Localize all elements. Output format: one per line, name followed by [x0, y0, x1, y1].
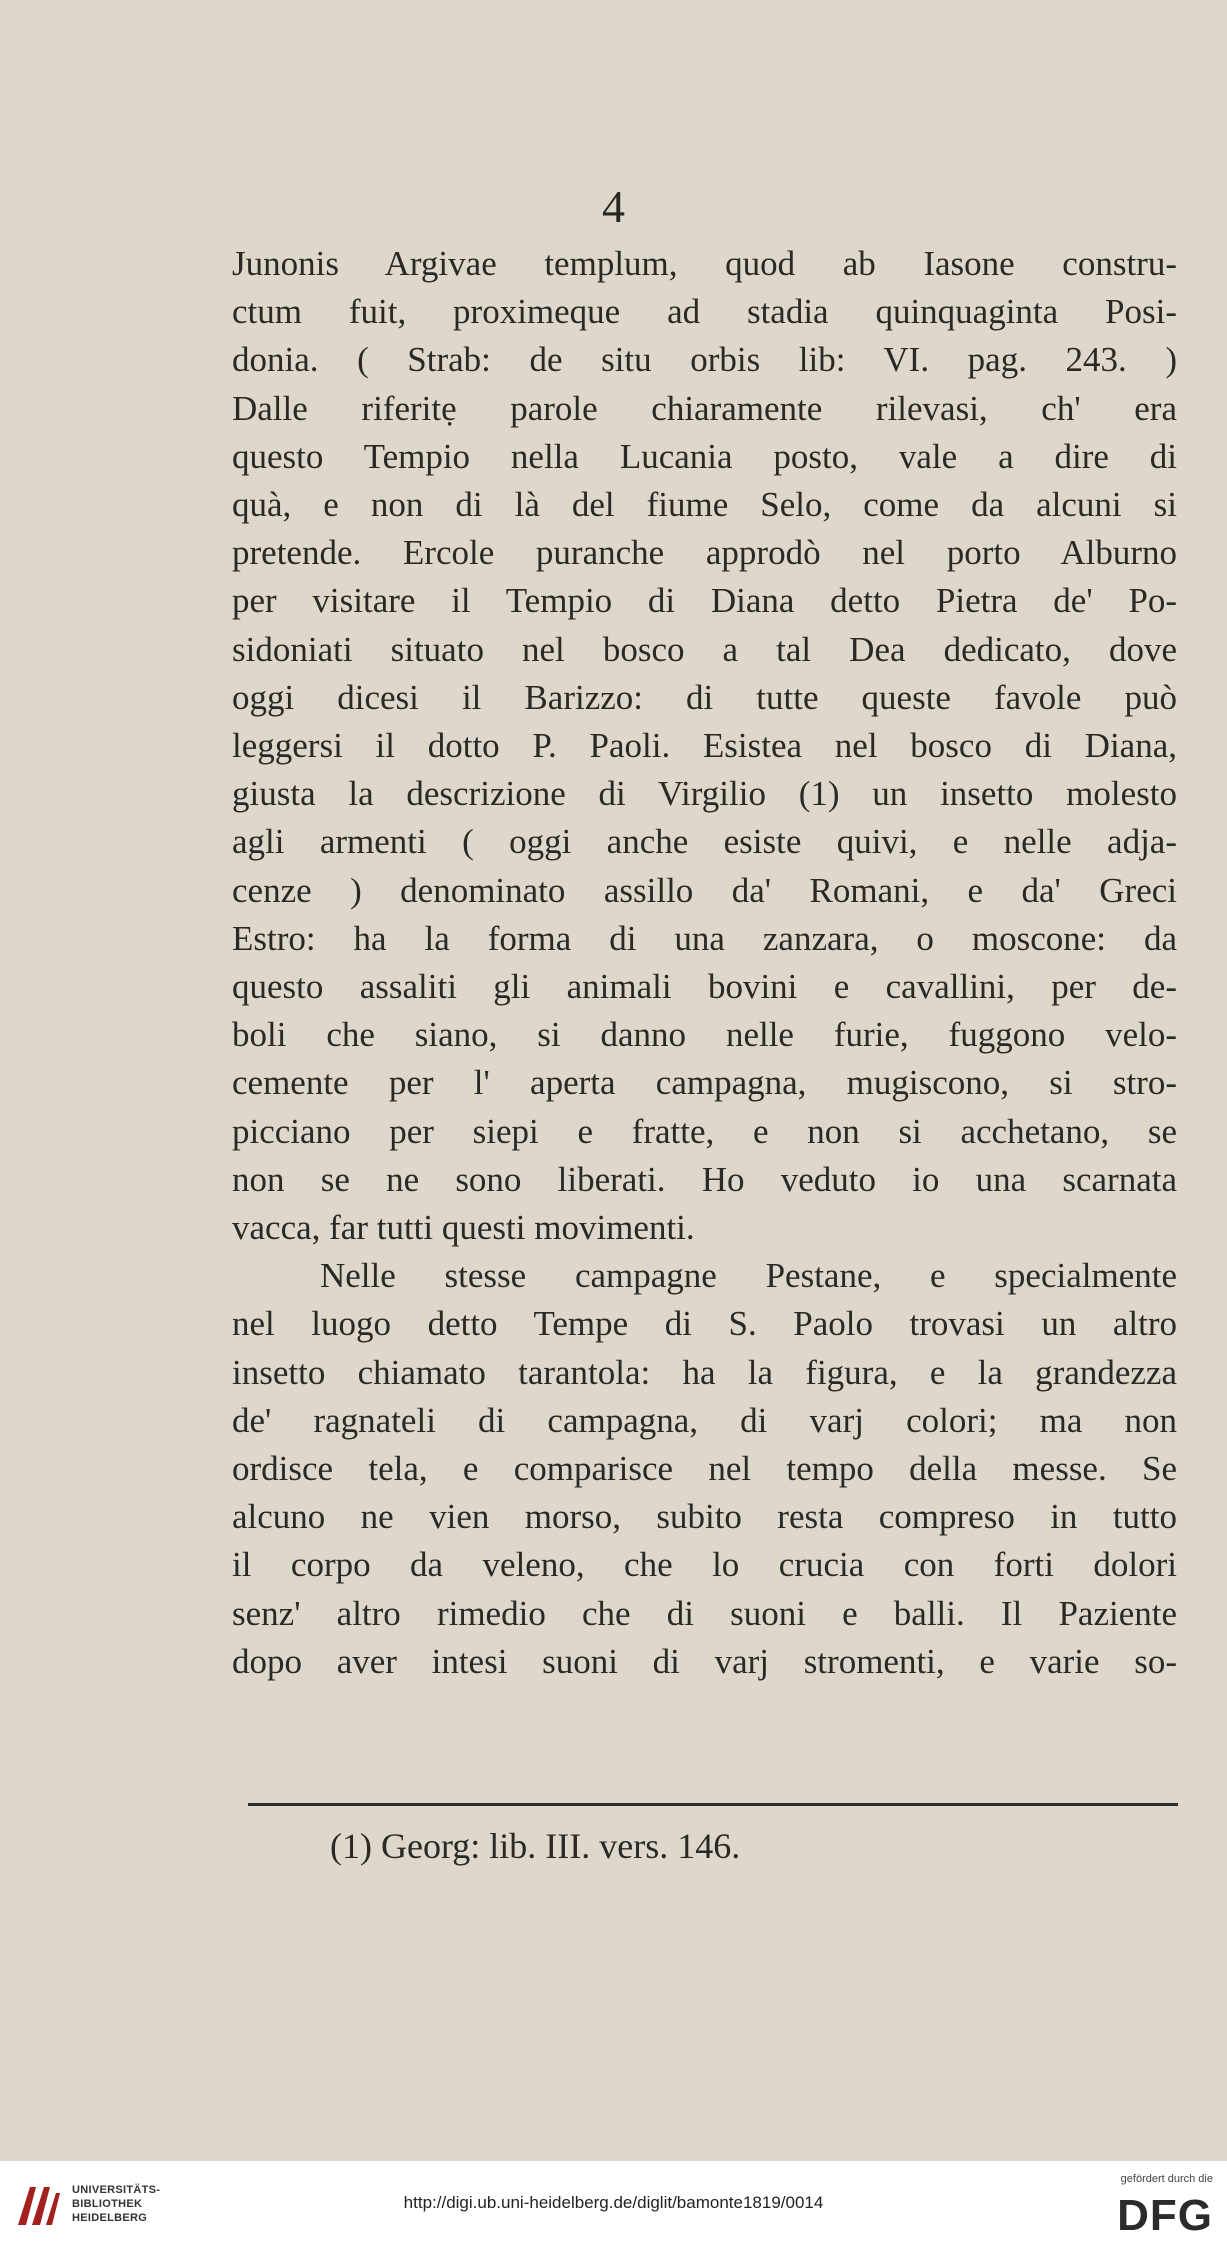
text-line: agli armenti ( oggi anche esiste quivi, e nelle adja- [232, 822, 1177, 862]
text-line: quà, e non di là del fiume Selo, come da alcuni si [232, 485, 1177, 525]
dfg-logo: DFG [1117, 2191, 1213, 2240]
funding-note: gefördert durch die [1120, 2173, 1213, 2185]
text-line: picciano per siepi e fratte, e non si acchetano, se [232, 1111, 1177, 1151]
text-line: cemente per l' aperta campagna, mugiscono, si stro- [232, 1063, 1177, 1103]
text-line: insetto chiamato tarantola: ha la figura, e la grandezza [232, 1352, 1177, 1392]
text-line: Nelle stesse campagne Pestane, e specialmente [320, 1256, 1177, 1296]
text-line: nel luogo detto Tempe di S. Paolo trovasi un altro [232, 1304, 1177, 1344]
text-line: oggi dicesi il Barizzo: di tutte queste favole può [232, 677, 1177, 717]
text-line: vacca, far tutti questi movimenti. [232, 1208, 695, 1248]
footnote: (1) Georg: lib. III. vers. 146. [330, 1826, 741, 1866]
page-body-text [232, 240, 1177, 1686]
page-number: 4 [602, 181, 625, 232]
text-line: per visitare il Tempio di Diana detto Pietra de' Po- [232, 581, 1177, 621]
text-line: de' ragnateli di campagna, di varj colori; ma non [232, 1400, 1177, 1440]
text-line: dopo aver intesi suoni di varj stromenti, e varie so- [232, 1641, 1177, 1681]
library-name: UNIVERSITÄTS- BIBLIOTHEK HEIDELBERG [72, 2184, 161, 2224]
text-line: Dalle riferitẹ parole chiaramente rilevasi, ch' era [232, 388, 1177, 428]
text-line: senz' altro rimedio che di suoni e balli. Il Paziente [232, 1593, 1177, 1633]
text-line: questo assaliti gli animali bovini e cavallini, per de- [232, 967, 1177, 1007]
text-line: giusta la descrizione di Virgilio (1) un insetto molesto [232, 774, 1177, 814]
text-line: alcuno ne vien morso, subito resta compreso in tutto [232, 1497, 1177, 1537]
text-line: Junonis Argivae templum, quod ab Iasone constru- [232, 244, 1177, 283]
text-line: cenze ) denominato assillo da' Romani, e da' Greci [232, 870, 1177, 910]
text-line: leggersi il dotto P. Paoli. Esistea nel bosco di Diana, [232, 726, 1177, 766]
text-line: pretende. Ercole puranche approdò nel porto Alburno [232, 533, 1177, 573]
text-line: Estro: ha la forma di una zanzara, o moscone: da [232, 918, 1177, 958]
text-line: non se ne sono liberati. Ho veduto io una scarnata [232, 1159, 1177, 1199]
text-line: boli che siano, si danno nelle furie, fuggono velo- [232, 1015, 1177, 1055]
text-line: il corpo da veleno, che lo crucia con forti dolori [232, 1545, 1177, 1585]
text-line: sidoniati situato nel bosco a tal Dea dedicato, dove [232, 629, 1177, 669]
footnote-divider [248, 1803, 1178, 1806]
viewer-footer [0, 2160, 1227, 2251]
text-line: ctum fuit, proximeque ad stadia quinquaginta Posi- [232, 292, 1177, 332]
permalink-url[interactable]: http://digi.ub.uni-heidelberg.de/diglit/bamonte1819/0014 [403, 2193, 824, 2212]
text-line: questo Tempio nella Lucania posto, vale a dire di [232, 436, 1177, 476]
text-line: ordisce tela, e comparisce nel tempo della messe. Se [232, 1449, 1177, 1489]
text-line: donia. ( Strab: de situ orbis lib: VI. pag. 243. ) [232, 340, 1177, 380]
